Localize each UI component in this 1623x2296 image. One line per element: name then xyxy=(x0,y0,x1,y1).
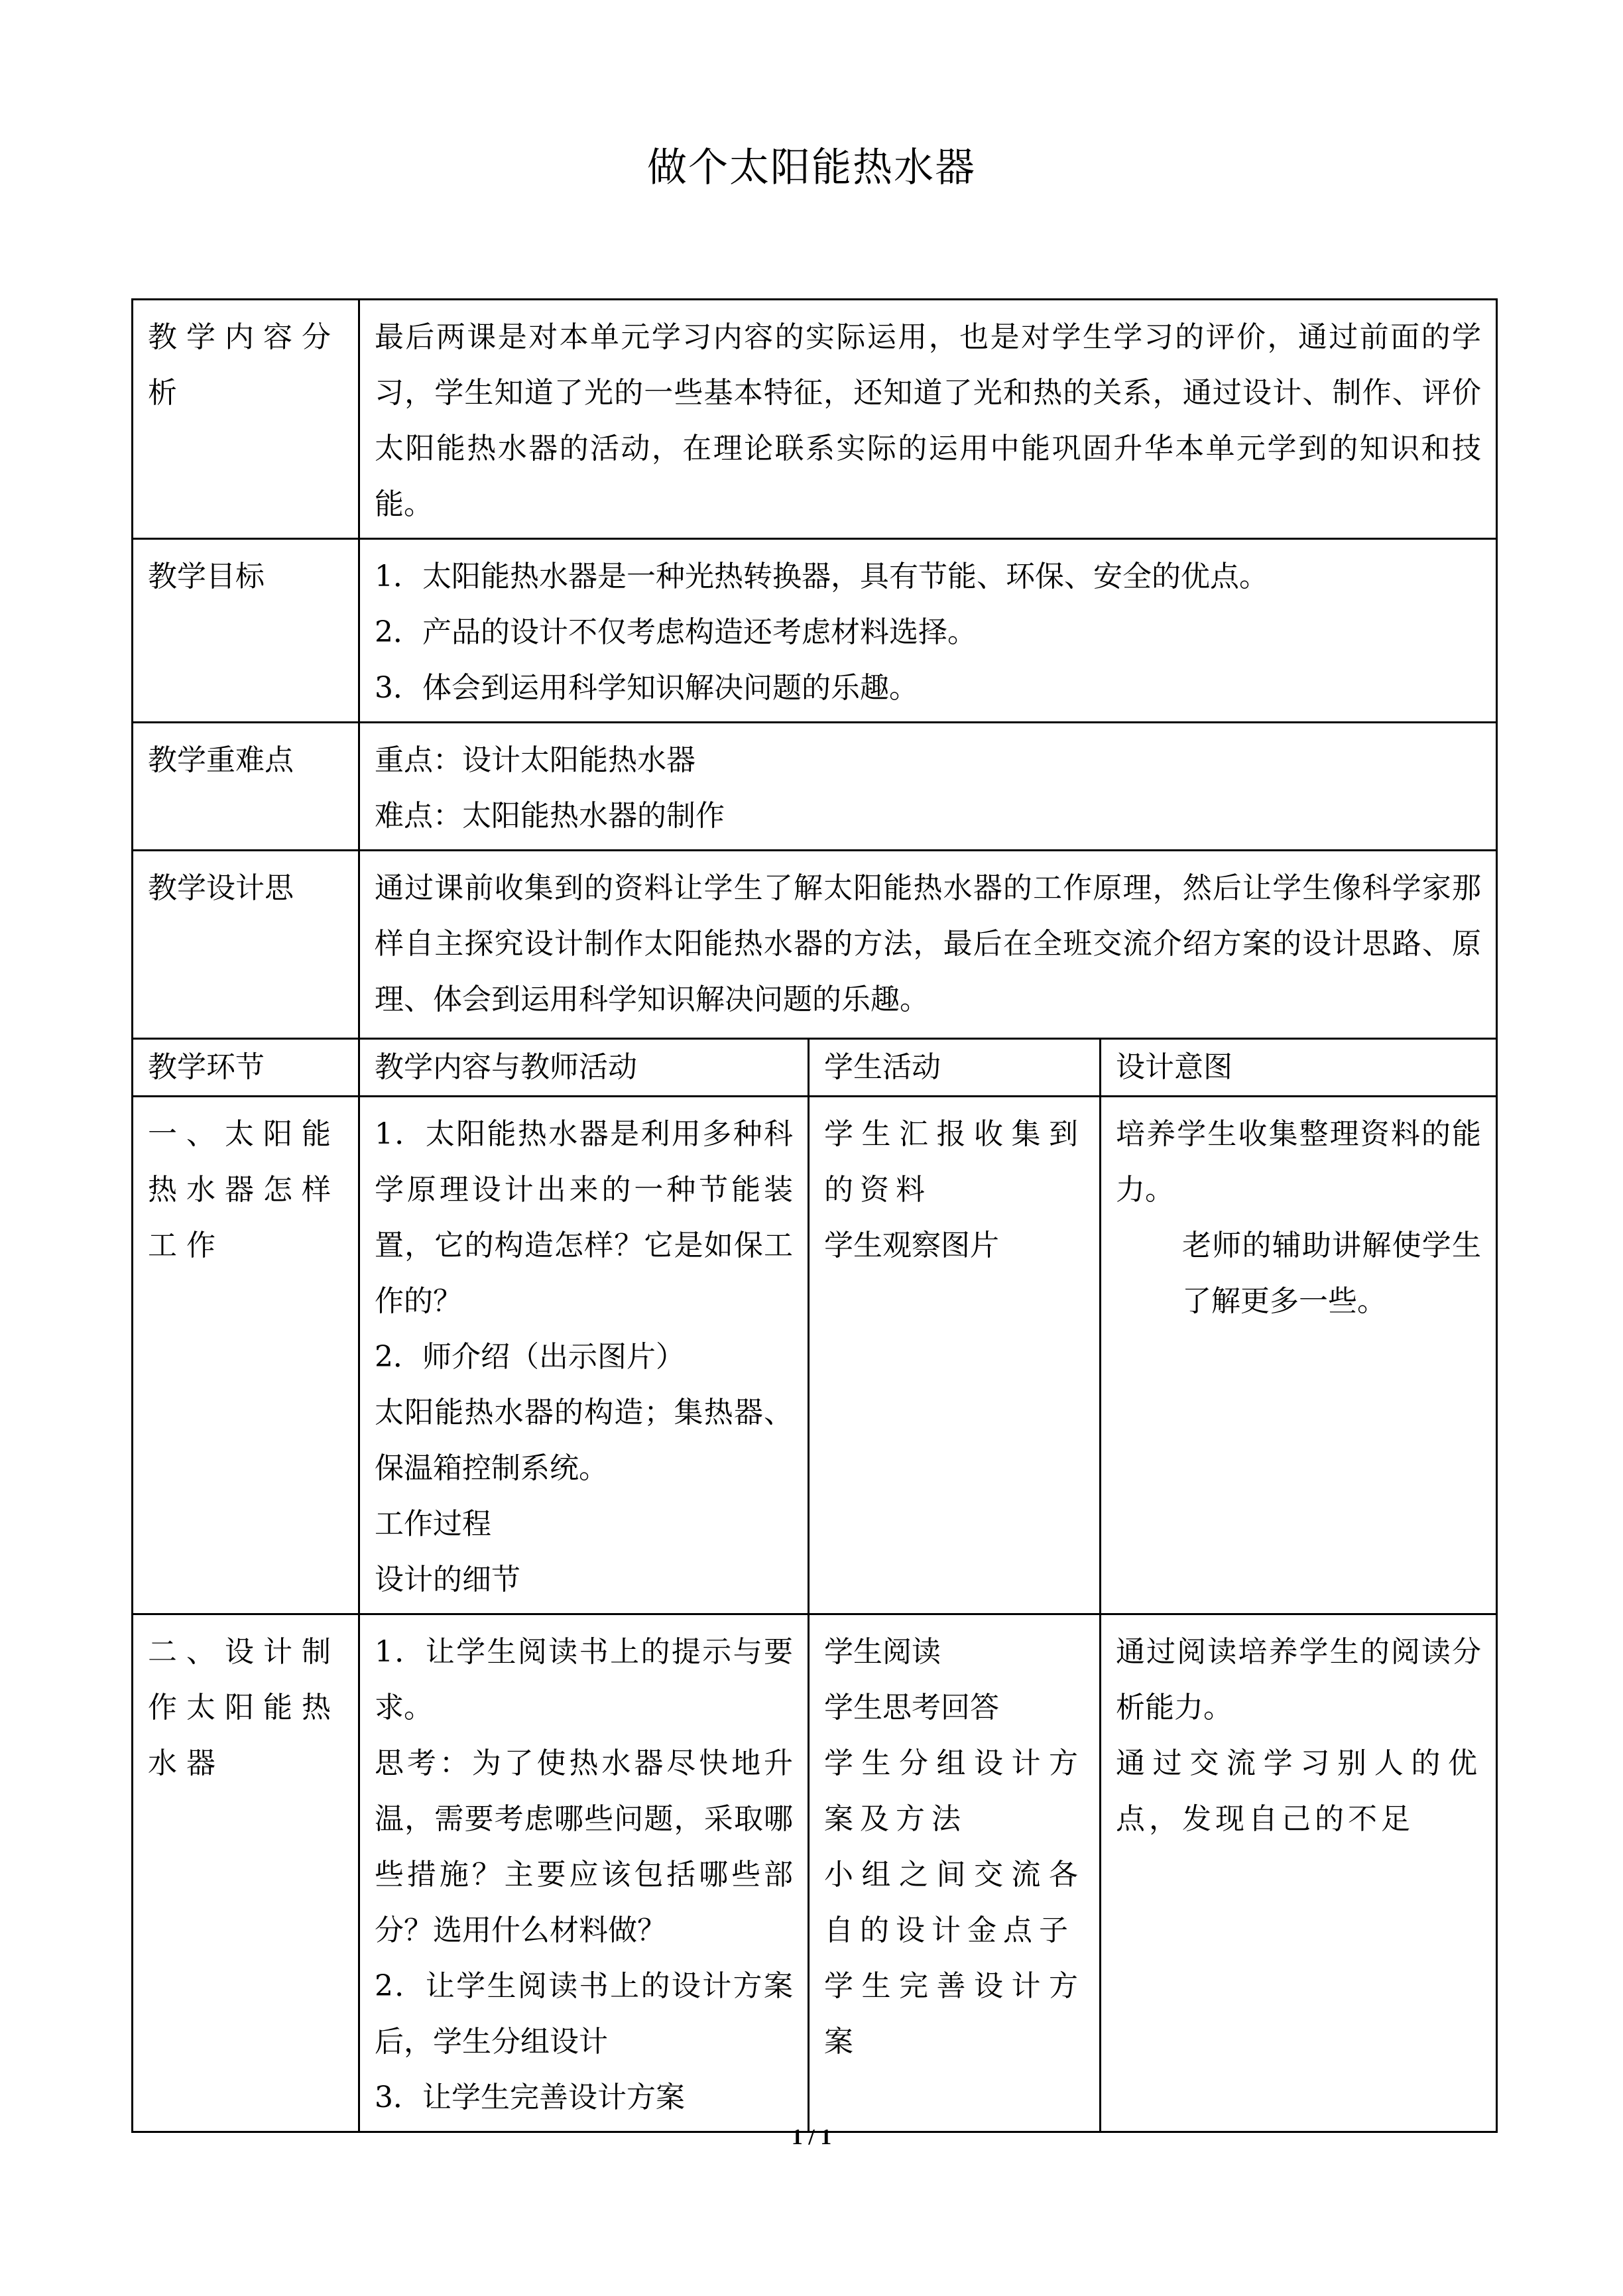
student-line: 学生分组设计方案及方法 xyxy=(824,1746,1085,1836)
header-cell: 设计意图 xyxy=(1101,1039,1497,1097)
goals-row xyxy=(133,539,1497,723)
intent-line: 通过交流学习别人的优点，发现自己的不足 xyxy=(1116,1746,1482,1836)
key-point-item: 难点：太阳能热水器的制作 xyxy=(375,799,725,833)
student-line: 学生思考回答 xyxy=(824,1691,999,1724)
teacher-line: 1．太阳能热水器是利用多种科学原理设计出来的一种节能装置，它的构造怎样？它是如保工作的？ xyxy=(375,1117,793,1318)
teacher-line: 3．让学生完善设计方案 xyxy=(375,2081,685,2114)
key-point-item: 重点：设计太阳能热水器 xyxy=(375,743,695,777)
teacher-activity xyxy=(359,1614,809,2132)
teacher-line: 工作过程 xyxy=(375,1507,491,1541)
teacher-line: 2．让学生阅读书上的设计方案后，学生分组设计 xyxy=(375,1969,793,2059)
analysis-row xyxy=(133,300,1497,539)
intent-line: 通过阅读培养学生的阅读分析能力。 xyxy=(1116,1635,1482,1724)
design-idea-row xyxy=(133,851,1497,1039)
stage-name: 二、设计制作太阳能热水器 xyxy=(133,1614,359,2132)
page-number: 1 / 1 xyxy=(791,2125,832,2149)
student-activity xyxy=(809,1097,1101,1614)
student-line: 学生汇报收集到的资料 xyxy=(824,1117,1085,1207)
header-row xyxy=(133,1039,1497,1097)
teacher-line: 2．师介绍（出示图片） xyxy=(375,1340,685,1374)
design-intent xyxy=(1101,1097,1497,1614)
lesson-plan-table xyxy=(131,298,1498,2133)
teacher-line: 太阳能热水器的构造；集热器、保温箱控制系统。 xyxy=(375,1396,793,1485)
design-idea-content: 通过课前收集到的资料让学生了解太阳能热水器的工作原理，然后让学生像科学家那样自主探究设计制作太阳能热水器的方法，最后在全班交流介绍方案的设计思路、原理、体会到运用科学知识解决问题的乐趣。 xyxy=(359,851,1497,1039)
key-points-content xyxy=(359,723,1497,851)
page-title: 做个太阳能热水器 xyxy=(647,145,976,191)
design-idea-label: 教学设计思 xyxy=(133,851,359,1039)
goal-item: 3．体会到运用科学知识解决问题的乐趣。 xyxy=(375,671,918,705)
goal-item: 2．产品的设计不仅考虑构造还考虑材料选择。 xyxy=(375,615,977,649)
teacher-activity xyxy=(359,1097,809,1614)
stage-row xyxy=(133,1097,1497,1614)
key-points-label: 教学重难点 xyxy=(133,723,359,851)
stage-name: 一、太阳能热水器怎样工作 xyxy=(133,1097,359,1614)
header-cell: 教学环节 xyxy=(133,1039,359,1097)
intent-line: 老师的辅助讲解使学生了解更多一些。 xyxy=(1182,1229,1482,1318)
student-line: 小组之间交流各自的设计金点子 xyxy=(824,1858,1085,1947)
header-cell: 教学内容与教师活动 xyxy=(359,1039,809,1097)
goals-label: 教学目标 xyxy=(133,539,359,723)
key-points-row xyxy=(133,723,1497,851)
teacher-line: 1．让学生阅读书上的提示与要求。 xyxy=(375,1635,793,1724)
student-activity xyxy=(809,1614,1101,2132)
goal-item: 1．太阳能热水器是一种光热转换器，具有节能、环保、安全的优点。 xyxy=(375,560,1268,593)
goals-content xyxy=(359,539,1497,723)
intent-line: 培养学生收集整理资料的能力。 xyxy=(1116,1117,1482,1207)
design-intent xyxy=(1101,1614,1497,2132)
teacher-line: 思考：为了使热水器尽快地升温，需要考虑哪些问题，采取哪些措施？主要应该包括哪些部分？选用什么材料做？ xyxy=(375,1746,793,1947)
student-line: 学生观察图片 xyxy=(824,1229,999,1262)
teacher-line: 设计的细节 xyxy=(375,1563,520,1597)
student-line: 学生完善设计方案 xyxy=(824,1969,1085,2059)
stage-row xyxy=(133,1614,1497,2132)
analysis-label: 教学内容分析 xyxy=(133,300,359,539)
analysis-content: 最后两课是对本单元学习内容的实际运用，也是对学生学习的评价，通过前面的学习，学生知道了光的一些基本特征，还知道了光和热的关系，通过设计、制作、评价太阳能热水器的活动，在理论联系实际的运用中能巩固升华本单元学到的知识和技能。 xyxy=(359,300,1497,539)
student-line: 学生阅读 xyxy=(824,1635,941,1669)
header-cell: 学生活动 xyxy=(809,1039,1101,1097)
